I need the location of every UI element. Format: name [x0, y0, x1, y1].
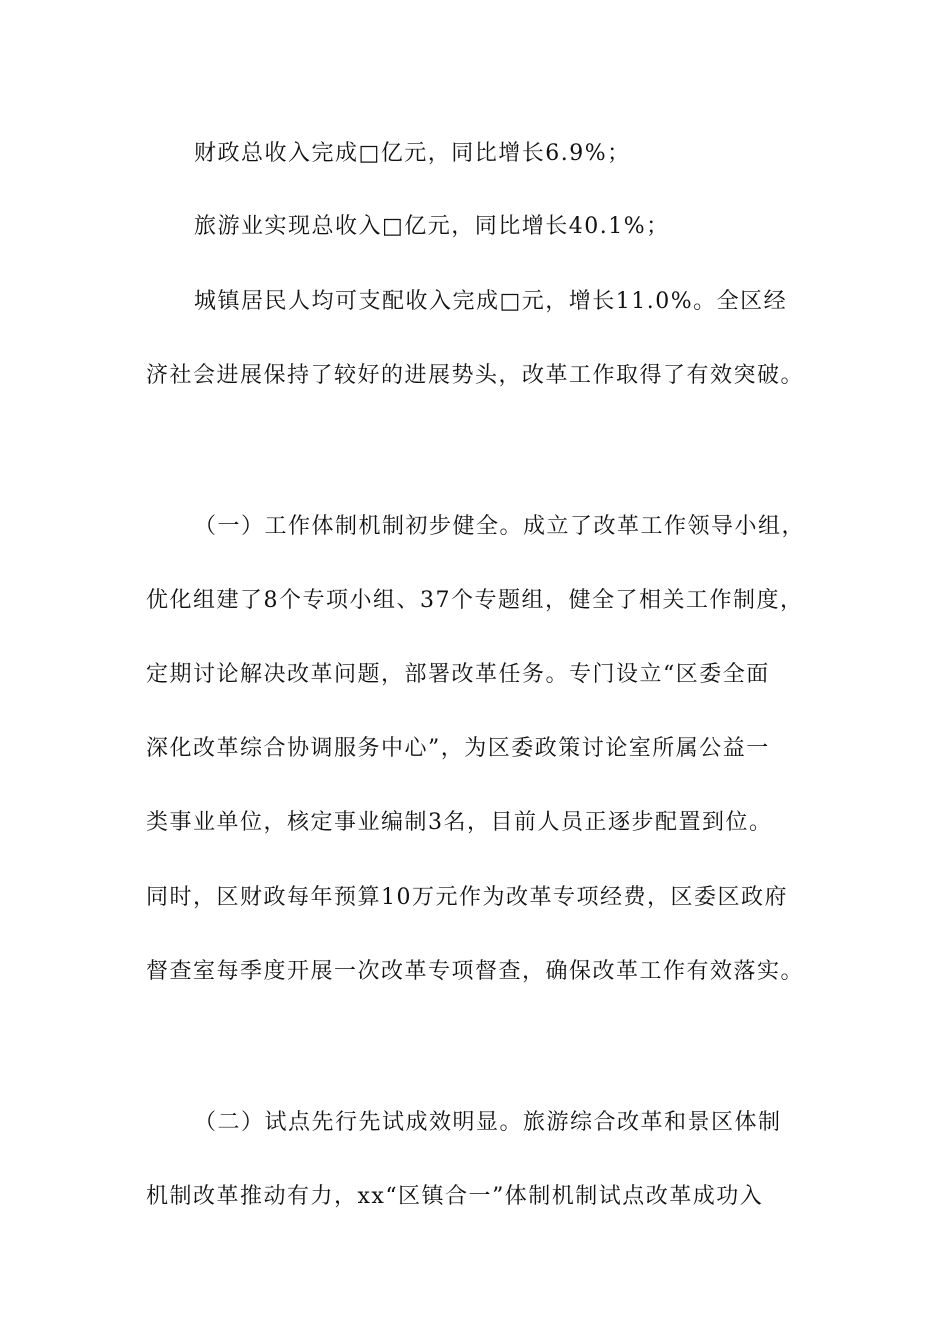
paragraph-line: 旅游业实现总收入□亿元，同比增长40.1%； — [194, 214, 670, 239]
paragraph-line: 城镇居民人均可支配收入完成□元，增长11.0%。全区经 — [194, 289, 788, 314]
paragraph-line: 机制改革推动有力，xx“区镇合一”体制机制试点改革成功入 — [146, 1184, 764, 1209]
paragraph-line: 财政总收入完成□亿元，同比增长6.9%； — [194, 141, 631, 166]
paragraph-line: 济社会进展保持了较好的进展势头，改革工作取得了有效突破。 — [146, 363, 805, 388]
paragraph-line: 督查室每季度开展一次改革专项督查，确保改革工作有效落实。 — [146, 959, 805, 984]
paragraph-line: 定期讨论解决改革问题，部署改革任务。专门设立“区委全面 — [146, 662, 770, 687]
paragraph-line: 类事业单位，核定事业编制3名，目前人员正逐步配置到位。 — [146, 810, 773, 835]
paragraph-line: 深化改革综合协调服务中心”，为区委政策讨论室所属公益一 — [146, 736, 770, 761]
paragraph-line: （二）试点先行先试成效明显。旅游综合改革和景区体制 — [194, 1110, 782, 1135]
paragraph-line: 优化组建了8个专项小组、37个专题组，健全了相关工作制度， — [146, 588, 804, 613]
paragraph-line: 同时，区财政每年预算10万元作为改革专项经费，区委区政府 — [146, 885, 788, 910]
paragraph-line: （一）工作体制机制初步健全。成立了改革工作领导小组， — [194, 514, 806, 539]
